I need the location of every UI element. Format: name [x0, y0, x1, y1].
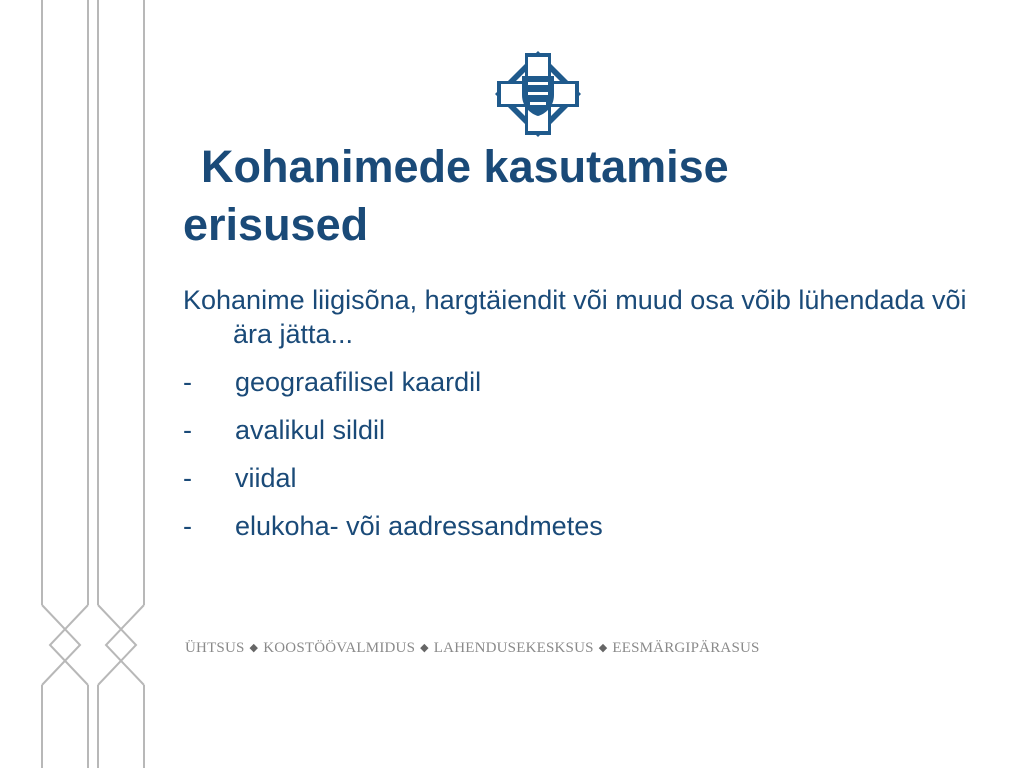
- bullet-dash: -: [183, 511, 192, 541]
- bullet-dash: -: [183, 367, 192, 397]
- list-item: [183, 365, 983, 399]
- values-footer: [185, 640, 760, 657]
- bullet-text: avalikul sildil: [235, 415, 386, 445]
- list-item: [183, 461, 983, 495]
- footer-value: LAHENDUSEKESKSUS: [433, 640, 594, 656]
- slide-body: [183, 283, 983, 557]
- diamond-separator-icon: ◆: [598, 642, 608, 654]
- bullet-text: geograafilisel kaardil: [235, 367, 482, 397]
- decorative-border-ornament: [0, 0, 160, 768]
- diamond-separator-icon: ◆: [249, 642, 259, 654]
- title-line-1: Kohanimede kasutamise: [201, 141, 729, 192]
- diamond-separator-icon: ◆: [420, 642, 429, 654]
- bullet-dash: -: [183, 415, 192, 445]
- list-item: [183, 509, 983, 543]
- bullet-text: viidal: [235, 463, 297, 493]
- bullet-dash: -: [183, 463, 192, 493]
- title-line-2: erisused: [183, 199, 369, 250]
- lead-paragraph: Kohanime liigisõna, hargtäiendit või muud osa võib lühendada või ära jätta...: [183, 285, 967, 349]
- bullet-text: elukoha- või aadressandmetes: [235, 511, 603, 541]
- estonian-coat-of-arms-logo: [493, 49, 583, 139]
- slide-title: [183, 138, 943, 254]
- footer-value: KOOSTÖÖVALMIDUS: [263, 640, 416, 656]
- footer-value: ÜHTSUS: [185, 640, 245, 656]
- list-item: [183, 413, 983, 447]
- footer-value: EESMÄRGIPÄRASUS: [612, 640, 760, 656]
- bullet-list: [183, 365, 983, 543]
